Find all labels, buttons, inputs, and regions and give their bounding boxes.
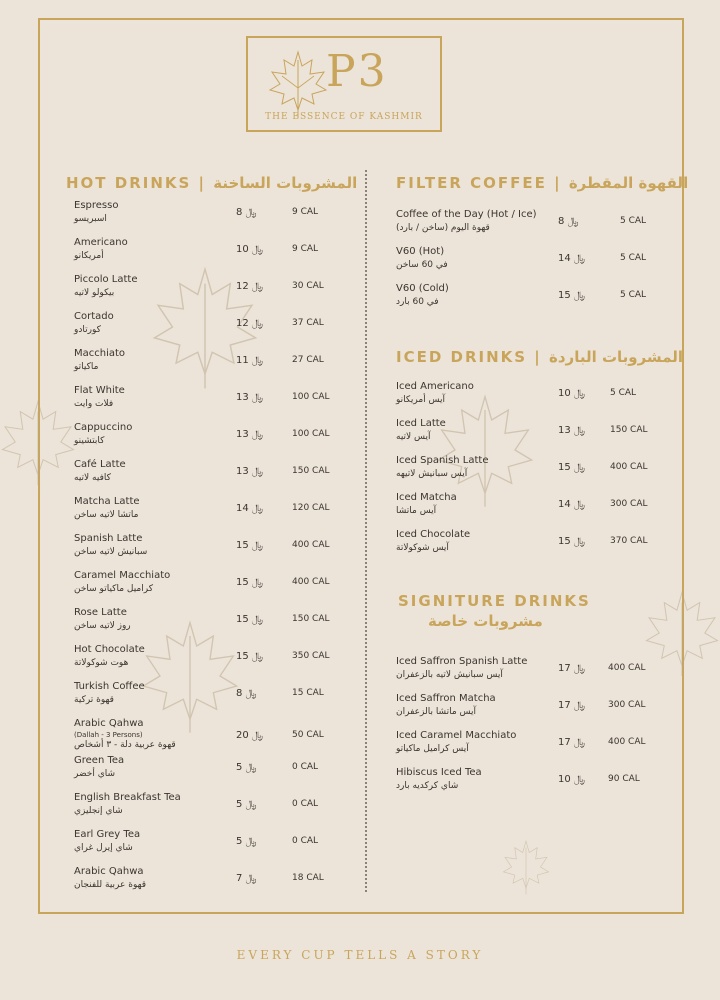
item-price: 13 ﷼	[236, 392, 263, 403]
item-price: 7 ﷼	[236, 873, 257, 884]
item-name-en: Iced Saffron Spanish Latte	[396, 656, 528, 667]
menu-item	[396, 492, 670, 526]
menu-item	[74, 422, 352, 456]
item-calories: 5 CAL	[610, 388, 637, 398]
item-name-en: Iced Americano	[396, 381, 474, 392]
item-calories: 400 CAL	[292, 540, 330, 550]
item-name-en: Matcha Latte	[74, 496, 140, 507]
item-name-ar: في 60 بارد	[396, 297, 439, 307]
item-name-ar: ماكياتو	[74, 362, 99, 372]
item-name-en: Espresso	[74, 200, 119, 211]
item-name-ar: آيس ماتشا بالزعفران	[396, 707, 476, 717]
item-calories: 100 CAL	[292, 429, 330, 439]
item-name-ar: كافيه لاتيه	[74, 473, 111, 483]
item-calories: 15 CAL	[292, 688, 324, 698]
item-name-en: Americano	[74, 237, 128, 248]
item-price: 8 ﷼	[236, 688, 257, 699]
item-name-en: Turkish Coffee	[74, 681, 145, 692]
menu-item	[396, 455, 670, 489]
item-calories: 5 CAL	[620, 253, 647, 263]
item-calories: 30 CAL	[292, 281, 324, 291]
item-name-en: Spanish Latte	[74, 533, 143, 544]
item-name-ar: في 60 ساخن	[396, 260, 448, 270]
item-price: 5 ﷼	[236, 762, 257, 773]
signature-drinks-title-ar: مشروبات خاصة	[428, 612, 543, 630]
menu-item	[74, 237, 352, 271]
menu-item	[74, 570, 352, 604]
item-name-en: English Breakfast Tea	[74, 792, 181, 803]
item-name-ar: قهوة عربية للفنجان	[74, 880, 147, 890]
hot-drinks-title: HOT DRINKS | المشروبات الساخنة	[66, 174, 358, 192]
item-price: 17 ﷼	[558, 700, 585, 711]
item-price: 5 ﷼	[236, 799, 257, 810]
item-price: 5 ﷼	[236, 836, 257, 847]
item-name-en: Iced Spanish Latte	[396, 455, 489, 466]
menu-item	[74, 385, 352, 419]
item-calories: 37 CAL	[292, 318, 324, 328]
item-price: 15 ﷼	[236, 651, 263, 662]
item-price: 15 ﷼	[236, 577, 263, 588]
logo-mark: P3	[326, 46, 388, 97]
item-name-ar: آيس ماتشا	[396, 506, 437, 516]
menu-item	[74, 681, 352, 715]
item-name-ar: ماتشا لاتيه ساخن	[74, 510, 139, 520]
item-price: 15 ﷼	[558, 290, 585, 301]
item-name-en: Iced Saffron Matcha	[396, 693, 496, 704]
item-name-en: V60 (Hot)	[396, 246, 445, 257]
item-name-en: Arabic Qahwa	[74, 718, 144, 729]
item-calories: 0 CAL	[292, 799, 319, 809]
maple-leaf-icon	[0, 372, 76, 512]
menu-item	[74, 607, 352, 641]
item-name-en: Iced Chocolate	[396, 529, 471, 540]
item-price: 13 ﷼	[558, 425, 585, 436]
menu-item	[74, 644, 352, 678]
menu-item	[396, 529, 670, 563]
item-name-en: Coffee of the Day (Hot / Ice)	[396, 209, 537, 220]
item-name-en: Macchiato	[74, 348, 126, 359]
item-name-en: V60 (Cold)	[396, 283, 449, 294]
item-name-ar: آيس كراميل ماكياتو	[396, 744, 469, 754]
item-price: 13 ﷼	[236, 429, 263, 440]
item-calories: 5 CAL	[620, 216, 647, 226]
item-name-ar: آيس لاتيه	[396, 432, 431, 442]
item-price: 10 ﷼	[236, 244, 263, 255]
item-name-en: Caramel Macchiato	[74, 570, 171, 581]
logo-box	[246, 36, 442, 132]
iced-drinks-title: ICED DRINKS | المشروبات الباردة	[396, 348, 684, 366]
item-calories: 150 CAL	[292, 466, 330, 476]
item-calories: 0 CAL	[292, 836, 319, 846]
footer-tagline: EVERY CUP TELLS A STORY	[236, 948, 484, 962]
menu-item	[396, 656, 668, 690]
item-calories: 9 CAL	[292, 207, 319, 217]
menu-item	[74, 718, 352, 752]
item-calories: 400 CAL	[608, 737, 646, 747]
item-name-en: Hot Chocolate	[74, 644, 145, 655]
item-name-en: Rose Latte	[74, 607, 127, 618]
item-calories: 150 CAL	[292, 614, 330, 624]
item-name-en: Cortado	[74, 311, 114, 322]
item-name-en: Cappuccino	[74, 422, 133, 433]
item-name-en: Café Latte	[74, 459, 126, 470]
item-name-ar: بيكولو لاتيه	[74, 288, 115, 298]
item-price: 20 ﷼	[236, 730, 263, 741]
item-price: 14 ﷼	[558, 499, 585, 510]
item-calories: 300 CAL	[608, 700, 646, 710]
item-price: 12 ﷼	[236, 318, 263, 329]
item-name-en: Earl Grey Tea	[74, 829, 141, 840]
item-calories: 370 CAL	[610, 536, 648, 546]
item-calories: 400 CAL	[610, 462, 648, 472]
menu-item	[396, 283, 680, 317]
item-price: 15 ﷼	[236, 614, 263, 625]
menu-item	[396, 381, 670, 415]
item-calories: 90 CAL	[608, 774, 640, 784]
item-name-ar: قهوة اليوم (ساخن / بارد)	[396, 223, 490, 233]
menu-item	[74, 533, 352, 567]
item-name-en: Piccolo Latte	[74, 274, 138, 285]
item-calories: 400 CAL	[608, 663, 646, 673]
item-price: 17 ﷼	[558, 737, 585, 748]
item-price: 10 ﷼	[558, 774, 585, 785]
item-name-ar: شاي إنجليزي	[74, 806, 123, 816]
item-price: 8 ﷼	[236, 207, 257, 218]
item-name-ar: آيس سبانيش لاتيهه	[396, 469, 468, 479]
item-note: (Dallah - 3 Persons)	[74, 731, 143, 739]
item-name-ar: هوت شوكولاتة	[74, 658, 129, 668]
maple-leaf-icon	[268, 48, 328, 120]
menu-item	[74, 792, 352, 826]
item-name-en: Hibiscus Iced Tea	[396, 767, 482, 778]
item-name-en: Arabic Qahwa	[74, 866, 144, 877]
item-name-ar: شاي كركديه بارد	[396, 781, 459, 791]
item-price: 14 ﷼	[236, 503, 263, 514]
item-name-ar: كورتادو	[74, 325, 101, 335]
item-calories: 100 CAL	[292, 392, 330, 402]
item-price: 15 ﷼	[236, 540, 263, 551]
maple-leaf-icon	[498, 838, 554, 896]
menu-item	[74, 348, 352, 382]
item-calories: 9 CAL	[292, 244, 319, 254]
item-name-ar: آيس سبانيش لاتيه بالزعفران	[396, 670, 503, 680]
menu-item	[74, 496, 352, 530]
item-calories: 120 CAL	[292, 503, 330, 513]
item-name-ar: اسبريسو	[74, 214, 107, 224]
item-name-en: Iced Matcha	[396, 492, 457, 503]
item-price: 12 ﷼	[236, 281, 263, 292]
column-divider	[365, 170, 367, 892]
item-calories: 150 CAL	[610, 425, 648, 435]
menu-item	[74, 200, 352, 234]
item-price: 14 ﷼	[558, 253, 585, 264]
item-price: 15 ﷼	[558, 462, 585, 473]
item-calories: 18 CAL	[292, 873, 324, 883]
item-calories: 27 CAL	[292, 355, 324, 365]
signature-drinks-title: SIGNITURE DRINKS	[398, 592, 591, 610]
item-calories: 400 CAL	[292, 577, 330, 587]
item-price: 11 ﷼	[236, 355, 263, 366]
logo-tagline: THE ESSENCE OF KASHMIR	[265, 112, 423, 122]
menu-item	[396, 730, 668, 764]
menu-item	[74, 755, 352, 789]
item-name-ar: آيس شوكولاتة	[396, 543, 449, 553]
item-calories: 50 CAL	[292, 730, 324, 740]
menu-item	[74, 459, 352, 493]
item-price: 15 ﷼	[558, 536, 585, 547]
item-name-ar: قهوة تركية	[74, 695, 114, 705]
item-name-ar: روز لاتيه ساخن	[74, 621, 131, 631]
item-calories: 5 CAL	[620, 290, 647, 300]
menu-item	[396, 767, 668, 801]
menu-item	[396, 246, 680, 280]
menu-item	[396, 209, 680, 243]
menu-item	[74, 274, 352, 308]
item-name-en: Iced Caramel Macchiato	[396, 730, 517, 741]
item-name-en: Iced Latte	[396, 418, 446, 429]
item-name-ar: شاي أخضر	[74, 769, 116, 779]
item-price: 17 ﷼	[558, 663, 585, 674]
item-name-ar: كراميل ماكياتو ساخن	[74, 584, 153, 594]
item-name-en: Flat White	[74, 385, 125, 396]
item-calories: 350 CAL	[292, 651, 330, 661]
menu-item	[74, 829, 352, 863]
filter-coffee-title: FILTER COFFEE | القهوة المقطرة	[396, 174, 689, 192]
item-name-ar: أمريكانو	[74, 251, 104, 261]
item-name-en: Green Tea	[74, 755, 125, 766]
item-name-ar: كابتشينو	[74, 436, 105, 446]
item-name-ar: قهوة عربية دلة - ٣ أشخاص	[74, 740, 176, 750]
item-price: 8 ﷼	[558, 216, 579, 227]
menu-item	[74, 866, 352, 900]
item-calories: 300 CAL	[610, 499, 648, 509]
menu-item	[74, 311, 352, 345]
item-name-ar: فلات وايت	[74, 399, 114, 409]
item-calories: 0 CAL	[292, 762, 319, 772]
menu-item	[396, 418, 670, 452]
menu-item	[396, 693, 668, 727]
item-price: 10 ﷼	[558, 388, 585, 399]
item-name-ar: شاي إيرل غراي	[74, 843, 133, 853]
item-name-ar: سبانيش لاتيه ساخن	[74, 547, 148, 557]
item-name-ar: آيس أمريكانو	[396, 395, 445, 405]
item-price: 13 ﷼	[236, 466, 263, 477]
